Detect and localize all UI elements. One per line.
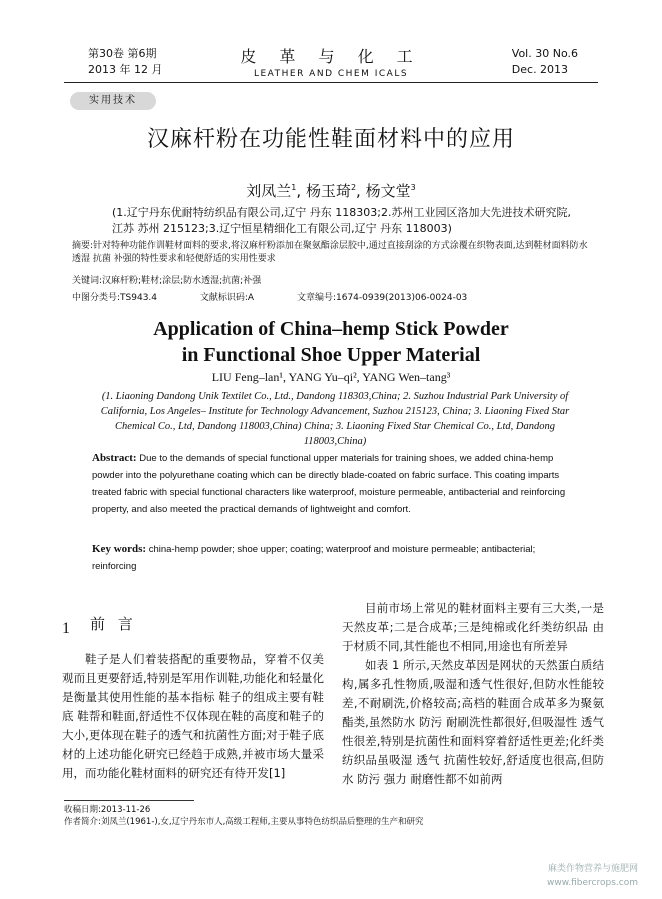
author-sup: 1: [291, 183, 297, 192]
author-name: 刘凤兰: [246, 182, 292, 200]
received-date: 收稿日期:2013-11-26: [64, 805, 151, 815]
article-title-en: [0, 316, 662, 368]
affiliation-en: (1. Liaoning Dandong Unik Textilet Co., Ltd., Dandong 118303,China; 2. Suzhou Industrial Park University of California, Los Angeles– Institute for Technology Advancement, Suzhou 215123, China; 3. Liaoning Fixed Star Chemical Co., Ltd, Dandong 118003,China) China; 3. Liaoning Fixed Star Chemical Co., Ltd, Dandong 118003,China): [100, 391, 570, 447]
affiliation-cn: (1.辽宁丹东优耐特纺织品有限公司,辽宁 丹东 118303;2.苏州工业园区洛加大先进技术研究院,江苏 苏州 215123;3.辽宁恒星精细化工有限公司,辽宁 丹东 118003): [112, 206, 571, 235]
title-en-line1: Application of China–hemp Stick Powder: [153, 318, 509, 340]
authors-en: LIU Feng–lan¹, YANG Yu–qi², YANG Wen–tang³: [211, 370, 451, 384]
journal-name-cn: 皮 革 与 化 工: [240, 47, 422, 66]
body-column-right: [342, 599, 604, 789]
author-bio: 作者简介:刘凤兰(1961-),女,辽宁丹东市人,高级工程师,主要从事特色纺织品后整理的生产和研究: [64, 817, 424, 827]
column-tag: 实用技术: [70, 92, 156, 110]
footnote: [64, 804, 424, 828]
body-column-left: [62, 650, 324, 783]
title-en-line2: in Functional Shoe Upper Material: [181, 344, 481, 366]
abstract-en-label: Abstract:: [92, 452, 137, 464]
article-title-cn: 汉麻杆粉在功能性鞋面材料中的应用: [146, 127, 515, 152]
authors-cn: 刘凤兰$^1$, 杨玉琦$^2$, 杨文堂$^3$: [246, 182, 416, 200]
keywords-en: [92, 541, 572, 575]
section-number: 1: [62, 620, 70, 637]
body-paragraph: 目前市场上常见的鞋材面料主要有三大类,一是天然皮革;二是合成革;三是纯棉或化纤类纺织品 由于材质不同,其性能也不相同,用途也有所差异: [342, 601, 604, 653]
date-en: Dec. 2013: [511, 63, 569, 76]
section-title: 前 言: [90, 615, 137, 633]
watermark-line1: 麻类作物营养与施肥网: [547, 864, 638, 874]
author-sup: 3: [410, 183, 416, 192]
document-code: 文献标识码:A: [199, 293, 255, 303]
author-name: 杨玉琦: [305, 182, 351, 200]
author-name: 杨文堂: [365, 182, 411, 200]
keywords-en-text: china-hemp powder; shoe upper; coating; waterproof and moisture permeable; antibacterial; reinforcing: [92, 544, 536, 572]
watermark: [547, 862, 638, 890]
article-number: 文章编号:1674-0939(2013)06-0024-03: [296, 293, 468, 303]
volume-issue-en: Vol. 30 No.6: [511, 47, 578, 60]
abstract-en-text: Due to the demands of special functional upper materials for training shoes, we added china-hemp powder into the polyurethane coating which can be directly blade-coated on fabric surface. This coating imparts treated fabric with special functional characters like waterproof, moisture permeable, antibacterial and reinforcing property, and also meeted the practical demands of lightweight and comfort.: [92, 453, 566, 515]
watermark-line2: www.fibercrops.com: [547, 878, 638, 888]
keywords-cn: 关键词:汉麻杆粉;鞋材;涂层;防水透湿;抗菌;补强: [72, 276, 262, 286]
journal-name-en: LEATHER AND CHEM ICALS: [253, 69, 409, 79]
volume-issue-cn: 第30卷 第6期: [88, 47, 157, 60]
classification-line: [72, 290, 505, 303]
keywords-en-label: Key words:: [92, 543, 147, 555]
abstract-en: [92, 450, 572, 518]
header-volume-en: [512, 46, 578, 78]
body-paragraph: 如表 1 所示,天然皮革因是网状的天然蛋白质结构,属多孔性物质,吸湿和透气性很好,但防水性能较差,不耐刷洗,价格较高;高档的鞋面合成革多为聚氨酯类,虽然防水 防污 耐刷洗性都很好,但吸湿性 透气性很差,特别是抗菌性和面料穿着舒适性更差;化纤类纺织品虽吸湿 透气 抗菌性较好,舒适度也很高,但防水 防污 强力 耐磨性都不如前两: [342, 658, 604, 786]
abstract-cn: 摘要:针对特种功能作训鞋材面料的要求,将汉麻杆粉添加在聚氨酯涂层胶中,通过直接刮涂的方式涂覆在织物表面,达到鞋材面料防水透湿 抗菌 补强的特性要求和轻便舒适的实用性要求: [72, 241, 588, 264]
clc-number: 中图分类号:TS943.4: [72, 293, 158, 303]
header-rule: [64, 82, 598, 83]
date-cn: 2013 年 12 月: [88, 63, 163, 76]
footnote-rule: [64, 800, 194, 801]
body-paragraph: 鞋子是人们着装搭配的重要物品，穿着不仅美观而且更要舒适,特别是军用作训鞋,功能化和轻量化是衡量其使用性能的基本指标 鞋子的组成主要有鞋底 鞋帮和鞋面,舒适性不仅体现在鞋的高度和鞋子的大小,更体现在鞋子的透气和抗菌性方面;对于鞋子底材的上述功能化研究已经趋于成熟,并被市场大量采用，而功能化鞋材面料的研究还有待开发[1]: [62, 652, 324, 780]
author-sup: 2: [350, 183, 357, 192]
